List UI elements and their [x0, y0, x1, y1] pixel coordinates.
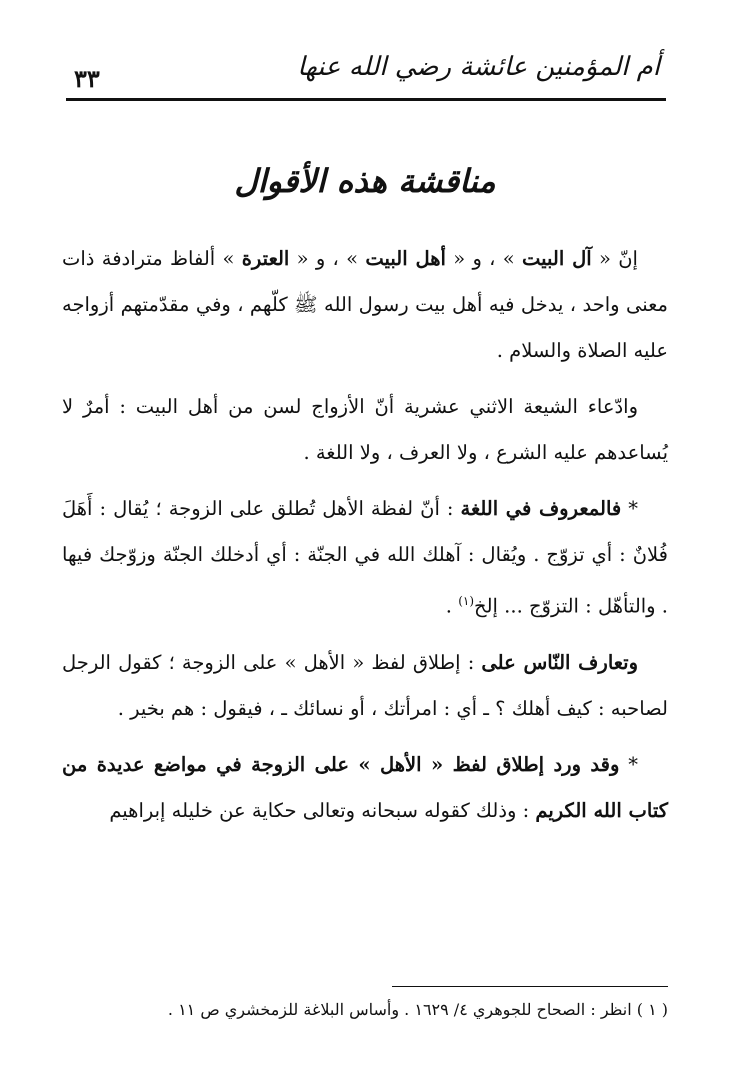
paragraph: [62, 742, 668, 834]
bold-text: العترة: [241, 247, 290, 270]
text-run: » ، و «: [289, 247, 366, 270]
text-run: .: [445, 594, 459, 618]
page-number: ٣٣: [74, 64, 100, 93]
footnote-rule: [392, 986, 668, 987]
paragraph: [62, 640, 668, 732]
footnote-ref: (١): [458, 594, 475, 608]
footnote: ( ١ ) انظر : الصحاح للجوهري ٤/ ١٦٢٩ . وأساس البلاغة للزمخشري ص ١١ .: [167, 1000, 668, 1019]
text-run: وادّعاء الشيعة الاثني عشرية أنّ الأزواج لسن من أهل البيت : أمرٌ لا يُساعدهم عليه الشرع ، ولا العرف ، ولا اللغة .: [62, 395, 668, 464]
bold-text: فالمعروف في اللغة: [460, 497, 622, 520]
bold-text: أهل البيت: [365, 247, 446, 270]
bold-text: آل البيت: [521, 247, 592, 270]
text-run: : وذلك كقوله سبحانه وتعالى حكاية عن خليله إبراهيم: [109, 798, 536, 822]
text-run: *: [619, 752, 638, 776]
text-run: *: [621, 497, 638, 520]
bold-text: وتعارف النّاس على: [481, 650, 639, 674]
header-rule: [66, 98, 666, 101]
paragraph: [62, 236, 668, 374]
paragraph: [62, 486, 668, 630]
text-run: » ألفاظ مترادفة ذات معنى واحد ، يدخل فيه أهل بيت رسول الله ﷺ كلّهم ، وفي مقدّمتهم أزواجه عليه الصلاة والسلام .: [62, 247, 668, 362]
text-run: » ، و «: [445, 247, 522, 270]
running-header-title: أم المؤمنين عائشة رضي الله عنها: [297, 52, 660, 82]
text-run: إنّ «: [591, 247, 638, 270]
section-title: مناقشة هذه الأقوال: [234, 162, 496, 200]
text-run: : أنّ لفظة الأهل تُطلق على الزوجة ؛ يُقال : أَهَلَ فُلانٌ : أي تزوّج . ويُقال : آهلك الله في الجنّة : أي أدخلك الجنّة وزوّجك فيها . والتأهّل : التزوّج ... إلخ: [62, 497, 668, 618]
text-run: : إطلاق لفظ « الأهل » على الزوجة ؛ كقول الرجل لصاحبه : كيف أهلك ؟ ـ أي : امرأتك ، أو نسائك ـ ، فيقول : هم بخير .: [62, 650, 668, 720]
body-text: [62, 236, 668, 844]
paragraph: [62, 384, 668, 476]
bold-text: وقد ورد إطلاق لفظ « الأهل » على الزوجة في مواضع عديدة من كتاب الله الكريم: [62, 752, 668, 822]
